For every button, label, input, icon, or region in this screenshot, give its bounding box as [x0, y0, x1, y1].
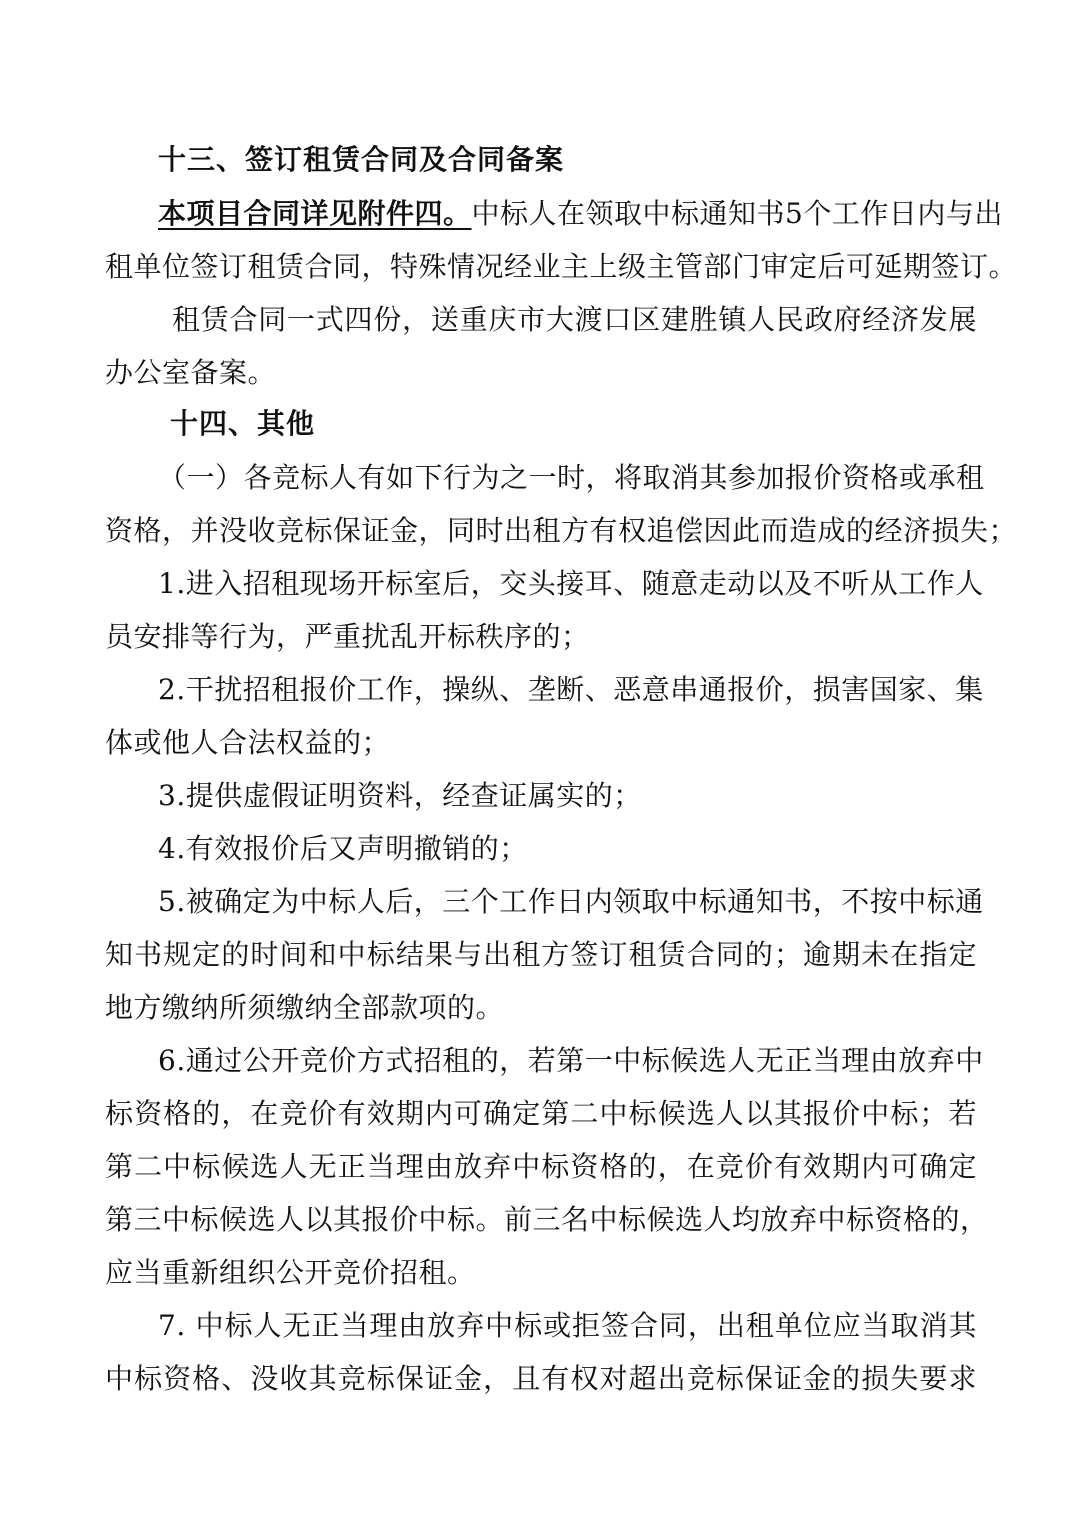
item-5-line-1: 5.被确定为中标人后，三个工作日内领取中标通知书，不按中标通 [158, 885, 984, 918]
item-5-line-3: 地方缴纳所须缴纳全部款项的。 [105, 991, 505, 1024]
section-14-intro-line-1: （一）各竞标人有如下行为之一时，将取消其参加报价资格或承租 [158, 461, 985, 494]
item-2-line-2: 体或他人合法权益的； [105, 726, 391, 759]
item-6-line-1: 6.通过公开竞价方式招租的，若第一中标候选人无正当理由放弃中 [158, 1044, 984, 1077]
section-13-paragraph-2-line-1: 租赁合同一式四份，送重庆市大渡口区建胜镇人民政府经济发展 [172, 303, 977, 336]
section-14-heading: 十四、其他 [170, 407, 316, 440]
item-3-line-1: 3.提供虚假证明资料，经查证属实的； [158, 779, 642, 812]
section-13-paragraph-1-line-1 [158, 194, 1003, 234]
item-6-line-4: 第三中标候选人以其报价中标。前三名中标候选人均放弃中标资格的， [105, 1203, 989, 1236]
section-13-paragraph-1-line-2: 租单位签订租赁合同，特殊情况经业主上级主管部门审定后可延期签订。 [105, 250, 1018, 283]
paragraph-text: 中标人在领取中标通知书5个工作日内与出 [471, 197, 1003, 230]
item-4-line-1: 4.有效报价后又声明撤销的； [158, 832, 528, 865]
item-5-line-2: 知书规定的时间和中标结果与出租方签订租赁合同的；逾期未在指定 [105, 938, 977, 971]
section-13-heading: 十三、签订租赁合同及合同备案 [158, 143, 565, 176]
item-7-line-1: 7. 中标人无正当理由放弃中标或拒签合同，出租单位应当取消其 [158, 1309, 977, 1342]
item-7-line-2: 中标资格、没收其竞标保证金，且有权对超出竞标保证金的损失要求 [105, 1362, 977, 1395]
contract-attachment-reference: 本项目合同详见附件四。 [158, 197, 472, 230]
item-1-line-1: 1.进入招租现场开标室后，交头接耳、随意走动以及不听从工作人 [158, 567, 984, 600]
item-2-line-1: 2.干扰招租报价工作，操纵、垄断、恶意串通报价，损害国家、集 [158, 673, 984, 706]
item-6-line-3: 第二中标候选人无正当理由放弃中标资格的，在竞价有效期内可确定 [105, 1150, 977, 1183]
item-1-line-2: 员安排等行为，严重扰乱开标秩序的； [105, 620, 590, 653]
section-14-intro-line-2: 资格，并没收竞标保证金，同时出租方有权追偿因此而造成的经济损失； [105, 514, 1018, 547]
item-6-line-2: 标资格的，在竞价有效期内可确定第二中标候选人以其报价中标；若 [105, 1097, 977, 1130]
section-13-paragraph-2-line-2: 办公室备案。 [105, 356, 277, 389]
item-6-line-5: 应当重新组织公开竞价招租。 [105, 1256, 476, 1289]
